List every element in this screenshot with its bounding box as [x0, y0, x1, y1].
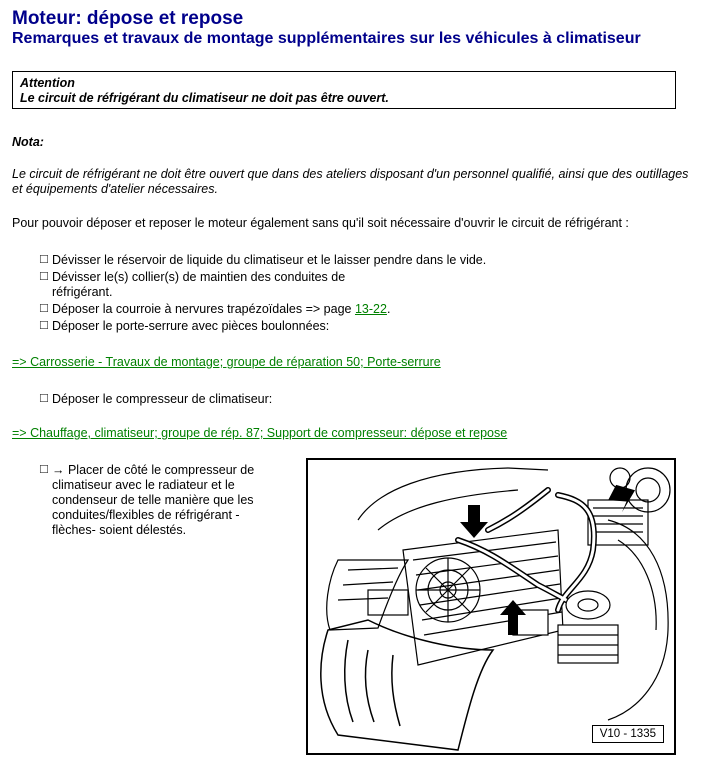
step-text: Déposer le porte-serrure avec pièces boulonnées:	[52, 319, 330, 333]
step-text: → Placer de côté le compresseur de climatiseur avec le radiateur et le condenseur de telle manière que les conduites/flexibles de réfrigérant - flèches- soient délestés.	[52, 463, 255, 537]
page-subtitle: Remarques et travaux de montage supplémentaires sur les véhicules à climatiseur	[12, 30, 641, 47]
step-text: Dévisser le(s) collier(s) de maintien des conduites de réfrigérant.	[52, 270, 346, 299]
nota-text: Le circuit de réfrigérant ne doit être ouvert que dans des ateliers disposant d'un personnel qualifié, ainsi que des outillages et équipements d'atelier nécessaires.	[12, 167, 689, 196]
list-item	[39, 253, 519, 268]
list-item	[39, 319, 519, 334]
figure-label: V10 - 1335	[592, 725, 664, 743]
list-item	[39, 463, 284, 538]
checkbox-icon[interactable]: ☐	[39, 464, 49, 476]
intro-text: Pour pouvoir déposer et reposer le moteur également sans qu'il soit nécessaire d'ouvrir le circuit de réfrigérant :	[12, 216, 629, 230]
list-item	[39, 270, 519, 300]
checkbox-icon[interactable]: ☐	[39, 393, 49, 405]
checkbox-icon[interactable]: ☐	[39, 320, 49, 332]
carrosserie-reference-link[interactable]: => Carrosserie - Travaux de montage; groupe de réparation 50; Porte-serrure	[12, 355, 441, 369]
checkbox-icon[interactable]: ☐	[39, 271, 49, 283]
attention-text: Le circuit de réfrigérant du climatiseur ne doit pas être ouvert.	[20, 91, 389, 105]
attention-heading: Attention	[20, 76, 75, 90]
step-text-after: .	[386, 302, 391, 316]
list-item	[39, 302, 519, 317]
page-title: Moteur: dépose et repose	[12, 8, 244, 29]
checkbox-icon[interactable]: ☐	[39, 303, 49, 315]
engine-illustration	[306, 458, 676, 755]
step-text	[52, 302, 519, 317]
step-text-before: Déposer la courroie à nervures trapézoïdales => page	[52, 302, 355, 316]
engine-drawing	[308, 460, 674, 753]
checkbox-icon[interactable]: ☐	[39, 254, 49, 266]
nota-heading: Nota:	[12, 135, 44, 149]
page-link[interactable]: 13-22	[354, 302, 387, 316]
step-list	[39, 253, 519, 336]
step-text: Dévisser le réservoir de liquide du climatiseur et le laisser pendre dans le vide.	[52, 253, 487, 267]
attention-box	[12, 71, 676, 109]
chauffage-reference-link[interactable]: => Chauffage, climatiseur; groupe de rép. 87; Support de compresseur: dépose et repose	[12, 426, 508, 440]
list-item	[39, 392, 272, 406]
step-text: Déposer le compresseur de climatiseur:	[52, 392, 273, 406]
